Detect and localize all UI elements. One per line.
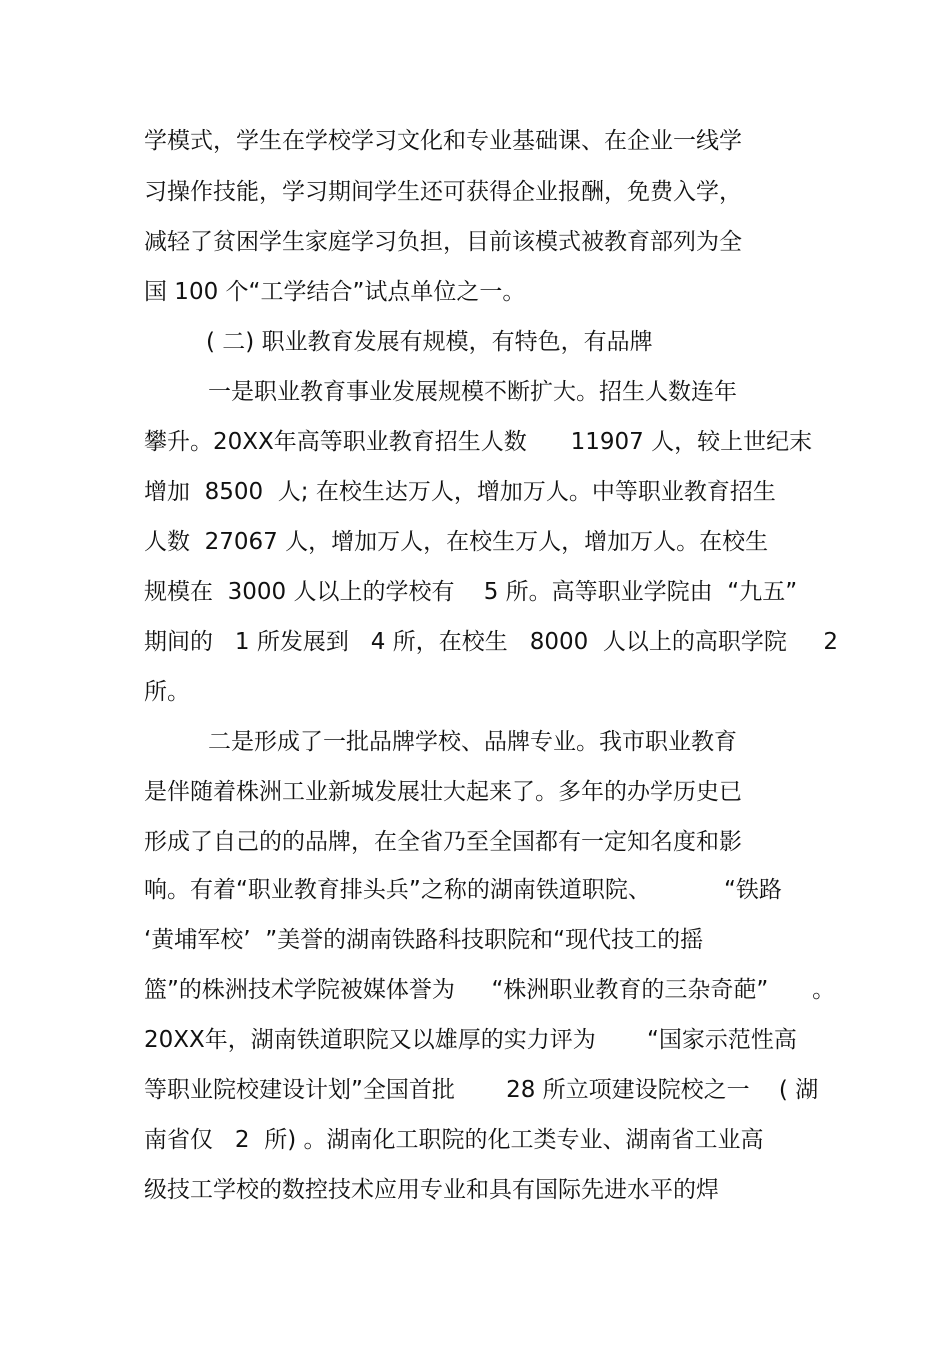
text-line: 减轻了贫困学生家庭学习负担，目前该模式被教育部列为全 — [144, 229, 742, 255]
text-line: 级技工学校的数控技术应用专业和具有国际先进水平的焊 — [144, 1177, 719, 1203]
text-line: 一是职业教育事业发展规模不断扩大。招生人数连年 — [208, 379, 737, 405]
text-line: 人数 27067 人，增加万人，在校生万人，增加万人。在校生 — [144, 529, 769, 555]
text-line: 所。 — [144, 679, 190, 705]
text-line: 期间的 1 所发展到 4 所，在校生 8000 人以上的高职学院 2 — [144, 629, 839, 655]
text-line: 南省仅 2 所) 。湖南化工职院的化工类专业、湖南省工业高 — [144, 1127, 764, 1153]
section-heading: ( 二) 职业教育发展有规模，有特色，有品牌 — [206, 329, 653, 355]
text-line: 二是形成了一批品牌学校、品牌专业。我市职业教育 — [208, 729, 737, 755]
text-line: 攀升。20XX年高等职业教育招生人数 11907 人，较上世纪末 — [144, 429, 813, 455]
text-line: 响。有着“职业教育排头兵”之称的湖南铁道职院、 “铁路 — [144, 877, 782, 903]
text-line: 是伴随着株洲工业新城发展壮大起来了。多年的办学历史已 — [144, 779, 742, 805]
text-line: 形成了自己的的品牌，在全省乃至全国都有一定知名度和影 — [144, 829, 742, 855]
text-line: ‘黄埔军校’ ”美誉的湖南铁路科技职院和“现代技工的摇 — [144, 927, 704, 953]
text-line: 学模式，学生在学校学习文化和专业基础课、在企业一线学 — [144, 128, 742, 154]
text-line: 篮”的株洲技术学院被媒体誉为 “株洲职业教育的三杂奇葩” 。 — [144, 977, 836, 1003]
text-line: 国 100 个“工学结合”试点单位之一。 — [144, 279, 526, 305]
text-line: 规模在 3000 人以上的学校有 5 所。高等职业学院由 “九五” — [144, 579, 798, 605]
text-line: 增加 8500 人; 在校生达万人，增加万人。中等职业教育招生 — [144, 479, 776, 505]
text-line: 20XX年，湖南铁道职院又以雄厚的实力评为 “国家示范性高 — [144, 1027, 797, 1053]
text-line: 等职业院校建设计划”全国首批 28 所立项建设院校之一 ( 湖 — [144, 1077, 819, 1103]
text-line: 习操作技能，学习期间学生还可获得企业报酬，免费入学， — [144, 179, 742, 205]
